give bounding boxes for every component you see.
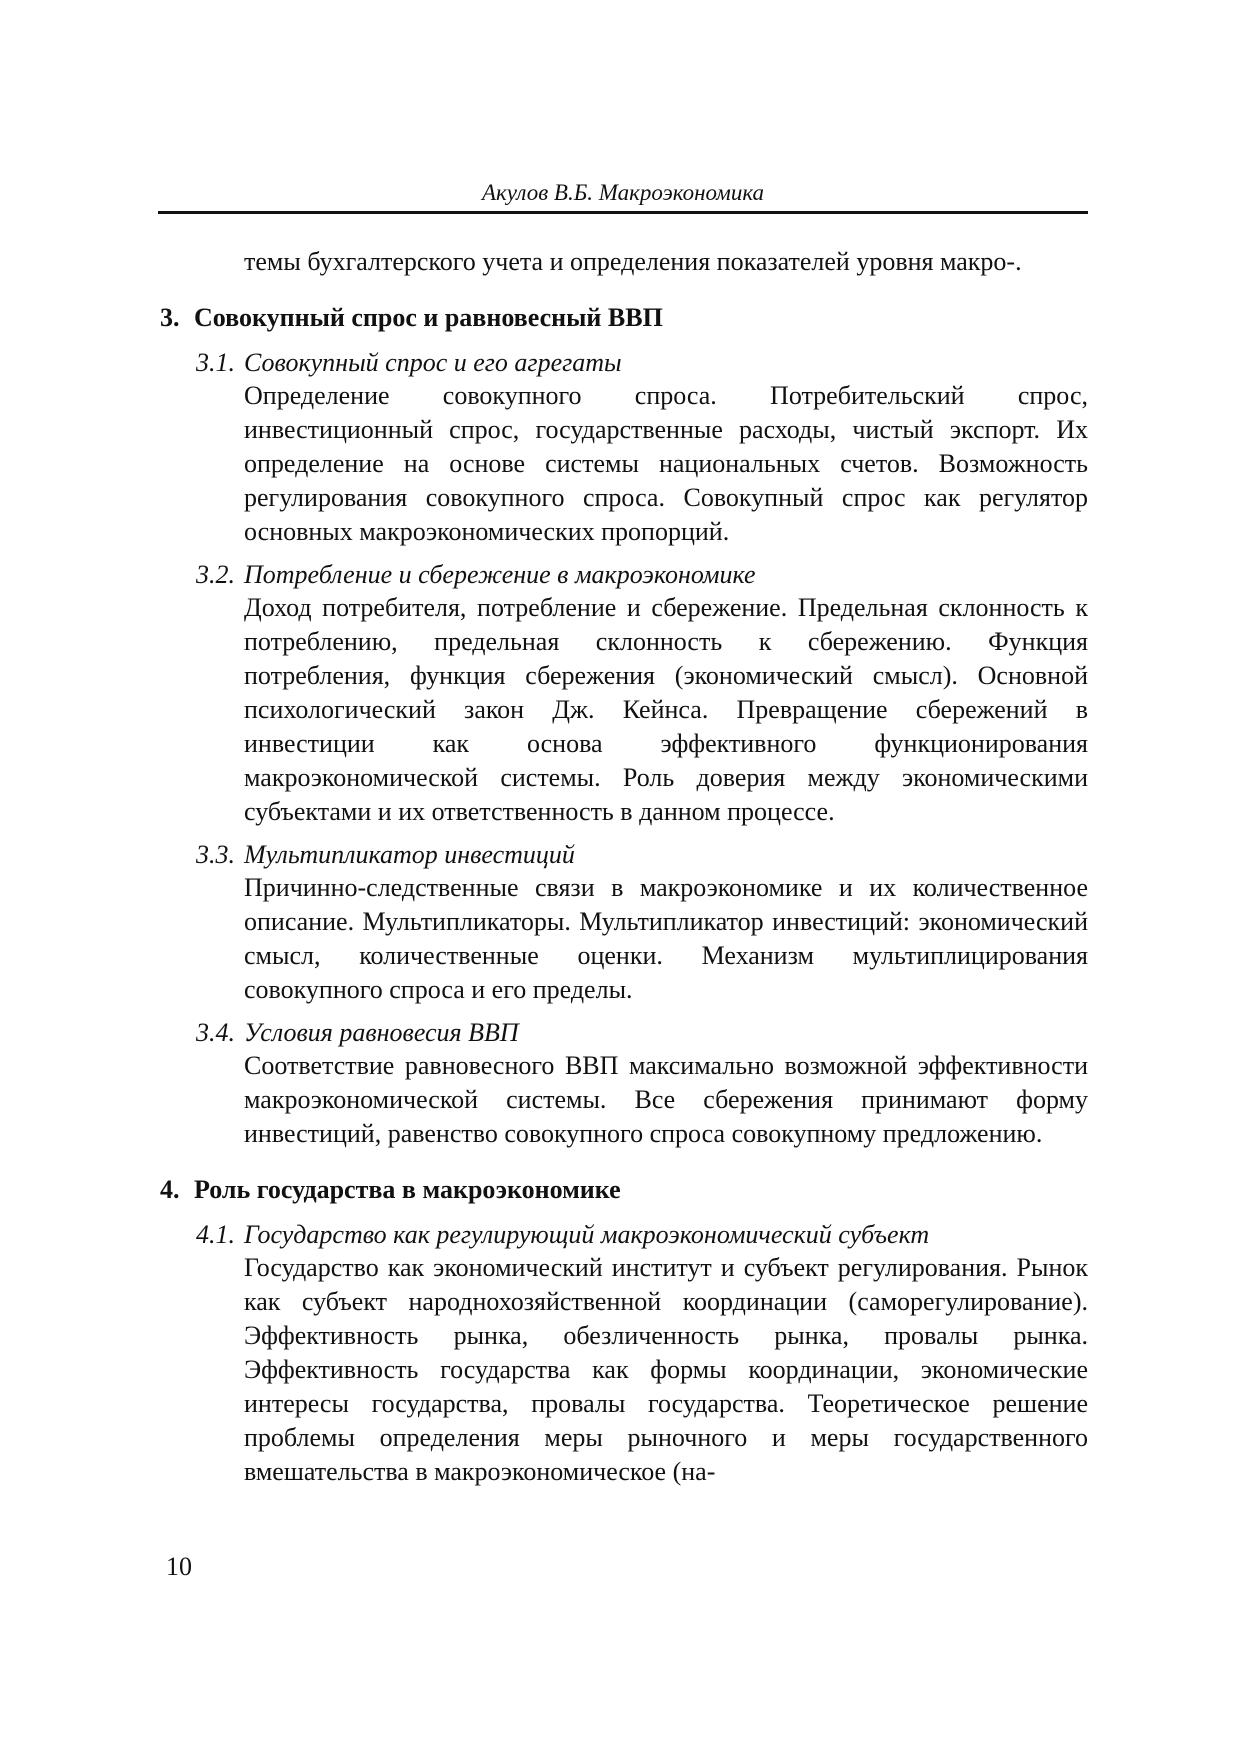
- subsection-text: Доход потребителя, потребление и сбережение. Предельная склонность к потреблению, предельная склонность к сбережению. Функция потребления, функция сбережения (экономический смысл). Основной психологический закон Дж. Кейнса. Превращение сбережений в инвестиции как основа эффективного функционирования макроэкономической системы. Роль доверия между экономическими субъектами и их ответственность в данном процессе.: [244, 593, 1088, 826]
- subsection-number: 3.2.: [196, 560, 235, 589]
- subsection-3-4: [196, 1017, 1088, 1151]
- page-content: [160, 245, 1088, 1499]
- subsection-number: 3.3.: [196, 840, 235, 869]
- subsection-title: Совокупный спрос и его агрегаты: [244, 348, 622, 377]
- running-header: Акулов В.Б. Макроэкономика: [481, 180, 765, 205]
- subsection-title: Государство как регулирующий макроэкономический субъект: [244, 1220, 930, 1249]
- section-heading: [160, 301, 1088, 335]
- subsection-title: Мультипликатор инвестиций: [244, 840, 575, 869]
- subsection-number: 3.4.: [196, 1018, 235, 1047]
- section-3: [160, 301, 1088, 1151]
- subsection-heading: [196, 347, 1088, 379]
- subsection-number: 4.1.: [196, 1220, 235, 1249]
- subsection-number: 3.1.: [196, 348, 235, 377]
- subsection-title: Потребление и сбережение в макроэкономике: [244, 560, 756, 589]
- section-number: 4.: [160, 1175, 180, 1204]
- section-heading: [160, 1173, 1088, 1207]
- page-number: 10: [166, 1552, 192, 1581]
- subsection-heading: [196, 1219, 1088, 1251]
- subsection-title: Условия равновесия ВВП: [244, 1018, 519, 1047]
- subsection-text: Причинно-следственные связи в макроэкономике и их количественное описание. Мультипликаторы. Мультипликатор инвестиций: экономический смысл, количественные оценки. Механизм мультиплицирования совокупного спроса и его пределы.: [244, 873, 1088, 1004]
- section-title: Роль государства в макроэкономике: [194, 1175, 621, 1204]
- subsection-heading: [196, 839, 1088, 871]
- intro-continuation: темы бухгалтерского учета и определения показателей уровня макро-.: [244, 247, 1022, 276]
- subsection-4-1: [196, 1219, 1088, 1489]
- header-rule: [158, 211, 1088, 214]
- subsection-text: Определение совокупного спроса. Потребительский спрос, инвестиционный спрос, государственные расходы, чистый экспорт. Их определение на основе системы национальных счетов. Возможность регулирования совокупного спроса. Совокупный спрос как регулятор основных макроэкономических пропорций.: [244, 381, 1088, 546]
- subsection-3-2: [196, 559, 1088, 829]
- subsection-text: Государство как экономический институт и субъект регулирования. Рынок как субъект народнохозяйственной координации (саморегулирование). Эффективность рынка, обезличенность рынка, провалы рынка. Эффективность государства как формы координации, экономические интересы государства, провалы государства. Теоретическое решение проблемы определения меры рыночного и меры государственного вмешательства в макроэкономическое (на-: [244, 1253, 1088, 1486]
- subsection-3-3: [196, 839, 1088, 1007]
- subsection-3-1: [196, 347, 1088, 549]
- section-number: 3.: [160, 303, 180, 332]
- subsection-heading: [196, 559, 1088, 591]
- section-4: [160, 1173, 1088, 1489]
- subsection-heading: [196, 1017, 1088, 1049]
- subsection-text: Соответствие равновесного ВВП максимально возможной эффективности макроэкономической системы. Все сбережения принимают форму инвестиций, равенство совокупного спроса совокупному предложению.: [244, 1051, 1088, 1148]
- section-title: Совокупный спрос и равновесный ВВП: [194, 303, 663, 332]
